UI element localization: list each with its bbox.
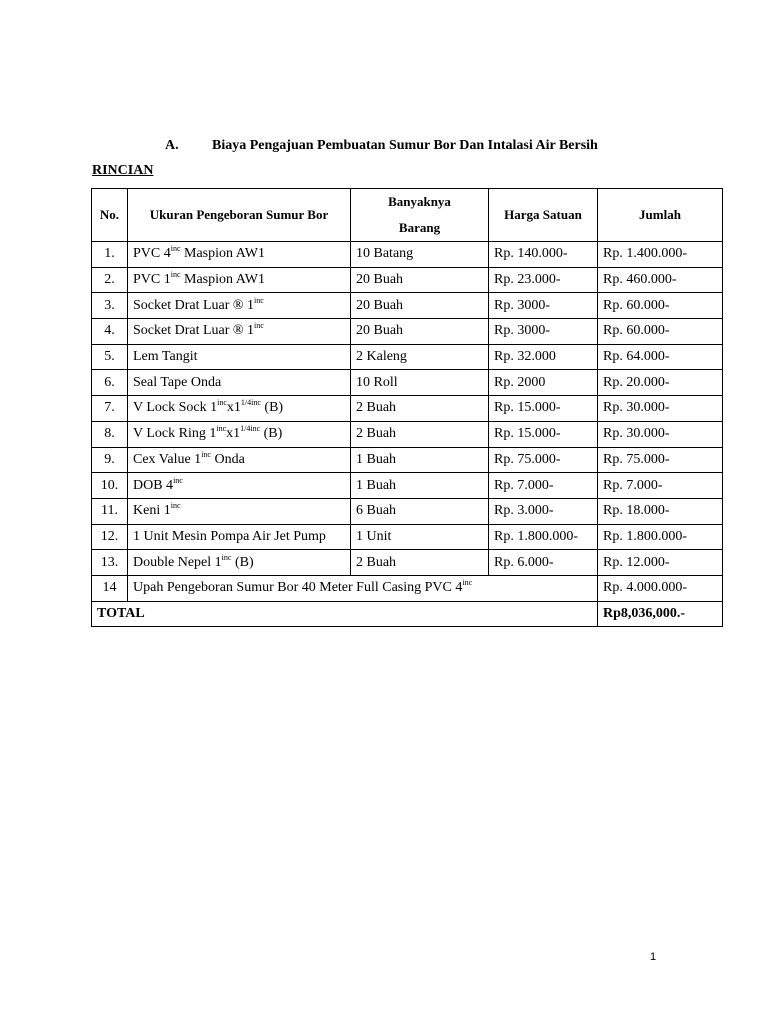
row-item-rest: (B) — [260, 400, 284, 416]
row-item-sup: inc — [170, 270, 181, 280]
table-row — [92, 344, 723, 370]
row-item — [128, 267, 351, 293]
row-no: 14 — [92, 575, 128, 601]
row-total: Rp. 20.000- — [598, 370, 723, 396]
row-qty: 20 Buah — [351, 319, 489, 345]
cost-table — [91, 188, 723, 627]
table-row — [92, 421, 723, 447]
row-item-sup: inc — [254, 295, 264, 305]
row-qty: 20 Buah — [351, 293, 489, 319]
row-item-sup: inc — [173, 475, 183, 485]
row-total: Rp. 30.000- — [598, 421, 723, 447]
row-price: Rp. 15.000- — [489, 396, 598, 422]
row-item-sup2: 1/4inc — [240, 424, 261, 434]
row-item-sup: inc — [462, 578, 473, 588]
row-total: Rp. 75.000- — [598, 447, 723, 473]
row-qty: 10 Batang — [351, 242, 489, 268]
row-no: 5. — [92, 344, 128, 370]
row-item-text: DOB 4 — [133, 477, 174, 493]
row-item — [128, 421, 351, 447]
table-row — [92, 370, 723, 396]
row-item-text: V Lock Sock 1 — [133, 400, 218, 416]
row-item-rest: Onda — [210, 451, 245, 467]
row-qty: 2 Buah — [351, 550, 489, 576]
row-item-rest: (B) — [231, 554, 254, 570]
table-row — [92, 293, 723, 319]
row-item — [128, 447, 351, 473]
row-price: Rp. 15.000- — [489, 421, 598, 447]
table-header-row — [92, 189, 723, 242]
row-item-sup2: 1/4inc — [240, 398, 261, 408]
row-no: 4. — [92, 319, 128, 345]
row-qty: 1 Unit — [351, 524, 489, 550]
row-no: 1. — [92, 242, 128, 268]
row-total: Rp. 4.000.000- — [598, 575, 723, 601]
row-no: 6. — [92, 370, 128, 396]
header-ukuran: Ukuran Pengeboran Sumur Bor — [128, 189, 351, 242]
row-item-sup: inc — [170, 501, 181, 511]
row-price: Rp. 7.000- — [489, 473, 598, 499]
row-price: Rp. 23.000- — [489, 267, 598, 293]
row-item-sup: inc — [170, 244, 181, 254]
row-qty: 2 Kaleng — [351, 344, 489, 370]
header-harga: Harga Satuan — [489, 189, 598, 242]
table-row — [92, 319, 723, 345]
row-qty: 10 Roll — [351, 370, 489, 396]
row-item-text: PVC 1 — [133, 272, 171, 288]
row-no: 2. — [92, 267, 128, 293]
section-label: RINCIAN — [92, 163, 154, 178]
row-no: 3. — [92, 293, 128, 319]
row-price: Rp. 3000- — [489, 293, 598, 319]
row-no: 13. — [92, 550, 128, 576]
document-heading — [165, 138, 598, 154]
row-item — [128, 396, 351, 422]
row-price: Rp. 3000- — [489, 319, 598, 345]
row-item-rest: Maspion AW1 — [180, 246, 265, 262]
row-item-text: Socket Drat Luar ® 1 — [133, 323, 255, 339]
heading-number: A. — [165, 138, 179, 153]
row-total: Rp. 7.000- — [598, 473, 723, 499]
table-row — [92, 550, 723, 576]
row-item-text: 1 Unit Mesin Pompa Air Jet Pump — [133, 528, 326, 544]
row-item-sup: inc — [217, 398, 227, 408]
row-total: Rp. 460.000- — [598, 267, 723, 293]
row-no: 9. — [92, 447, 128, 473]
total-label: TOTAL — [92, 601, 598, 627]
row-total: Rp. 1.400.000- — [598, 242, 723, 268]
row-no: 10. — [92, 473, 128, 499]
row-total: Rp. 60.000- — [598, 293, 723, 319]
row-item-text: Seal Tape Onda — [133, 374, 222, 390]
row-price: Rp. 140.000- — [489, 242, 598, 268]
row-item — [128, 319, 351, 345]
row-price: Rp. 75.000- — [489, 447, 598, 473]
row-qty: 1 Buah — [351, 447, 489, 473]
header-no: No. — [92, 189, 128, 242]
row-item-sup: inc — [254, 321, 264, 331]
row-item — [128, 473, 351, 499]
row-item-text: Keni 1 — [133, 503, 171, 519]
table-row — [92, 498, 723, 524]
row-item-sup: inc — [201, 449, 211, 459]
row-item-mid: x1 — [226, 426, 241, 442]
row-item-sup: inc — [216, 424, 227, 434]
table-row — [92, 473, 723, 499]
row-qty: 2 Buah — [351, 421, 489, 447]
row-qty: 6 Buah — [351, 498, 489, 524]
row-price: Rp. 32.000 — [489, 344, 598, 370]
table-row — [92, 524, 723, 550]
row-item — [128, 575, 598, 601]
row-total: Rp. 1.800.000- — [598, 524, 723, 550]
row-total: Rp. 30.000- — [598, 396, 723, 422]
row-item-mid: x1 — [226, 400, 241, 416]
row-total: Rp. 12.000- — [598, 550, 723, 576]
row-price: Rp. 2000 — [489, 370, 598, 396]
row-item-rest: (B) — [260, 426, 283, 442]
row-no: 12. — [92, 524, 128, 550]
table-row — [92, 267, 723, 293]
row-item — [128, 344, 351, 370]
row-item-rest: Maspion AW1 — [180, 272, 265, 288]
total-value: Rp8,036,000.- — [598, 601, 723, 627]
row-total: Rp. 64.000- — [598, 344, 723, 370]
table-row — [92, 396, 723, 422]
header-jumlah: Jumlah — [598, 189, 723, 242]
row-no: 8. — [92, 421, 128, 447]
row-item — [128, 550, 351, 576]
row-item — [128, 524, 351, 550]
table-total-row — [92, 601, 723, 627]
row-item — [128, 242, 351, 268]
row-item — [128, 293, 351, 319]
row-no: 7. — [92, 396, 128, 422]
row-item-text: Double Nepel 1 — [133, 554, 222, 570]
header-banyaknya-line2: Barang — [398, 220, 441, 235]
page-number: 1 — [650, 951, 657, 963]
table-row — [92, 447, 723, 473]
row-item-text: Lem Tangit — [133, 349, 198, 365]
header-banyaknya — [351, 189, 489, 242]
row-qty: 20 Buah — [351, 267, 489, 293]
header-banyaknya-line1: Banyaknya — [388, 194, 451, 209]
row-item — [128, 498, 351, 524]
row-no: 11. — [92, 498, 128, 524]
row-price: Rp. 6.000- — [489, 550, 598, 576]
row-total: Rp. 60.000- — [598, 319, 723, 345]
table-row-14 — [92, 575, 723, 601]
table-row — [92, 242, 723, 268]
row-qty: 2 Buah — [351, 396, 489, 422]
row-item-text: V Lock Ring 1 — [133, 426, 217, 442]
row-item — [128, 370, 351, 396]
row-price: Rp. 3.000- — [489, 498, 598, 524]
row-item-text: Socket Drat Luar ® 1 — [133, 297, 255, 313]
row-total: Rp. 18.000- — [598, 498, 723, 524]
row-item-text: PVC 4 — [133, 246, 171, 262]
row-item-text: Upah Pengeboran Sumur Bor 40 Meter Full Casing PVC 4 — [133, 580, 463, 596]
row-item-sup: inc — [221, 552, 232, 562]
row-qty: 1 Buah — [351, 473, 489, 499]
row-item-text: Cex Value 1 — [133, 451, 202, 467]
row-price: Rp. 1.800.000- — [489, 524, 598, 550]
heading-title: Biaya Pengajuan Pembuatan Sumur Bor Dan Intalasi Air Bersih — [212, 138, 598, 153]
